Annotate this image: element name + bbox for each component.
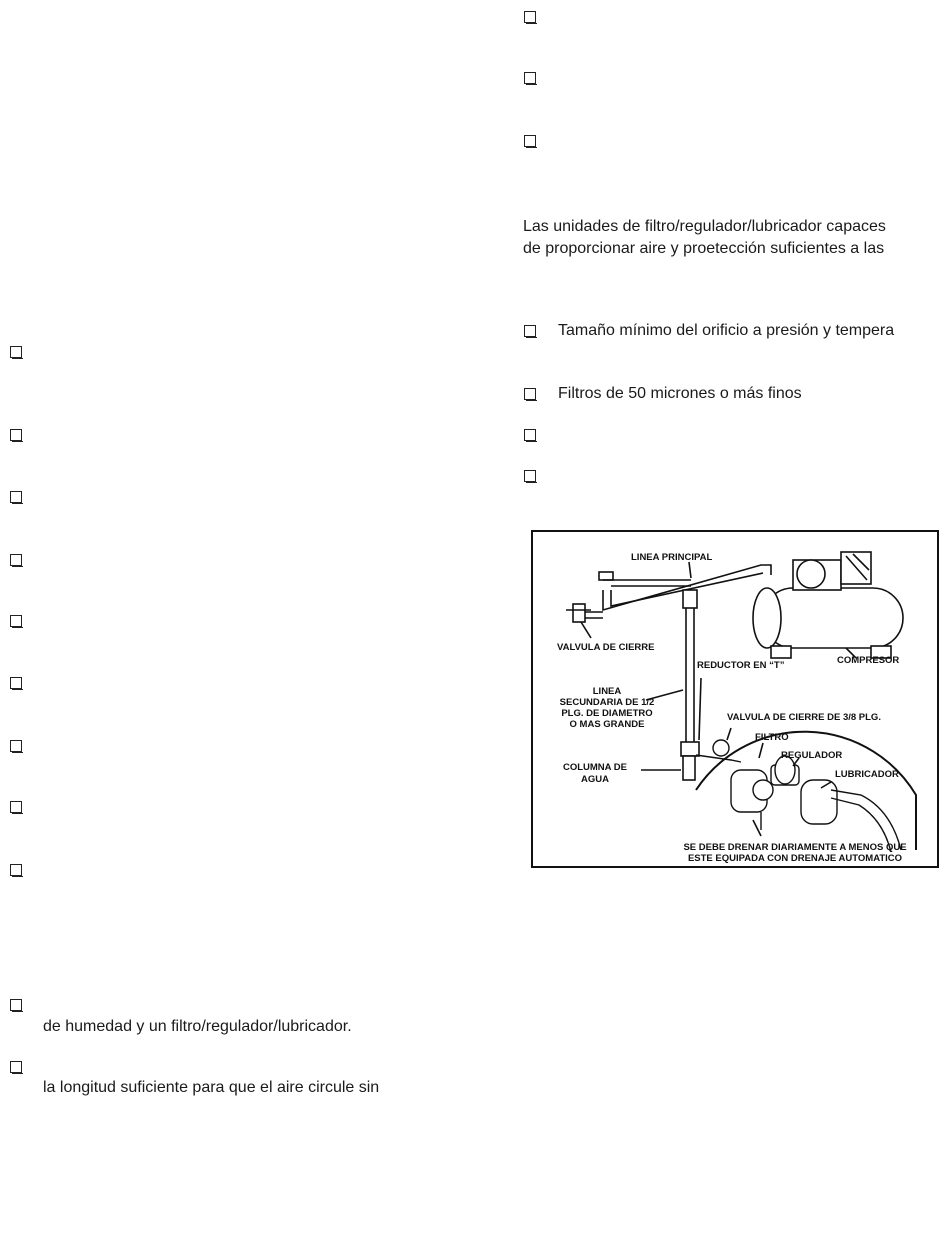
label-compresor: COMPRESOR [837, 655, 900, 666]
checkbox-moisture[interactable] [10, 999, 22, 1011]
paragraph-line-1: Las unidades de filtro/regulador/lubricador capaces [523, 218, 886, 235]
label-linea-secundaria-4: O MAS GRANDE [569, 719, 645, 730]
checkbox-left-4[interactable] [10, 554, 22, 566]
item-orifice: Tamaño mínimo del orificio a presión y tempera [558, 322, 895, 339]
label-filtro: FILTRO [755, 732, 789, 743]
checkbox-left-3[interactable] [10, 491, 22, 503]
air-line-installation-figure [531, 530, 939, 868]
checkbox-orifice[interactable] [524, 325, 536, 337]
label-lubricador: LUBRICADOR [835, 769, 899, 780]
checkbox-left-6[interactable] [10, 677, 22, 689]
checkbox-right-7[interactable] [524, 470, 536, 482]
checkbox-right-6[interactable] [524, 429, 536, 441]
checkbox-left-9[interactable] [10, 864, 22, 876]
checkbox-left-7[interactable] [10, 740, 22, 752]
label-linea-principal: LINEA PRINCIPAL [631, 552, 713, 563]
item-moisture-continuation: de humedad y un filtro/regulador/lubricador. [43, 1018, 352, 1035]
label-drenar-2: ESTE EQUIPADA CON DRENAJE AUTOMATICO [687, 853, 903, 864]
item-filters: Filtros de 50 micrones o más finos [558, 385, 802, 402]
checkbox-right-2[interactable] [524, 72, 536, 84]
checkbox-left-2[interactable] [10, 429, 22, 441]
label-linea-secundaria-1: LINEA [592, 686, 622, 697]
label-columna-2: AGUA [581, 774, 609, 785]
checkbox-left-8[interactable] [10, 801, 22, 813]
label-linea-secundaria-3: PLG. DE DIAMETRO [561, 708, 653, 719]
checkbox-filters[interactable] [524, 388, 536, 400]
label-linea-secundaria-2: SECUNDARIA DE 1/2 [559, 697, 655, 708]
checkbox-right-1[interactable] [524, 11, 536, 23]
paragraph-line-2: de proporcionar aire y proetección suficientes a las [523, 240, 885, 257]
checkbox-left-1[interactable] [10, 346, 22, 358]
label-reductor: REDUCTOR EN “T” [697, 660, 785, 671]
item-length-continuation: la longitud suficiente para que el aire circule sin [43, 1079, 380, 1096]
label-valvula-cierre: VALVULA DE CIERRE [557, 642, 655, 653]
label-valvula-38: VALVULA DE CIERRE DE 3/8 PLG. [727, 712, 881, 723]
label-regulador: REGULADOR [781, 750, 843, 761]
label-columna-1: COLUMNA DE [562, 762, 628, 773]
label-drenar-1: SE DEBE DRENAR DIARIAMENTE A MENOS QUE [683, 842, 907, 853]
checkbox-right-3[interactable] [524, 135, 536, 147]
checkbox-left-5[interactable] [10, 615, 22, 627]
checkbox-length[interactable] [10, 1061, 22, 1073]
